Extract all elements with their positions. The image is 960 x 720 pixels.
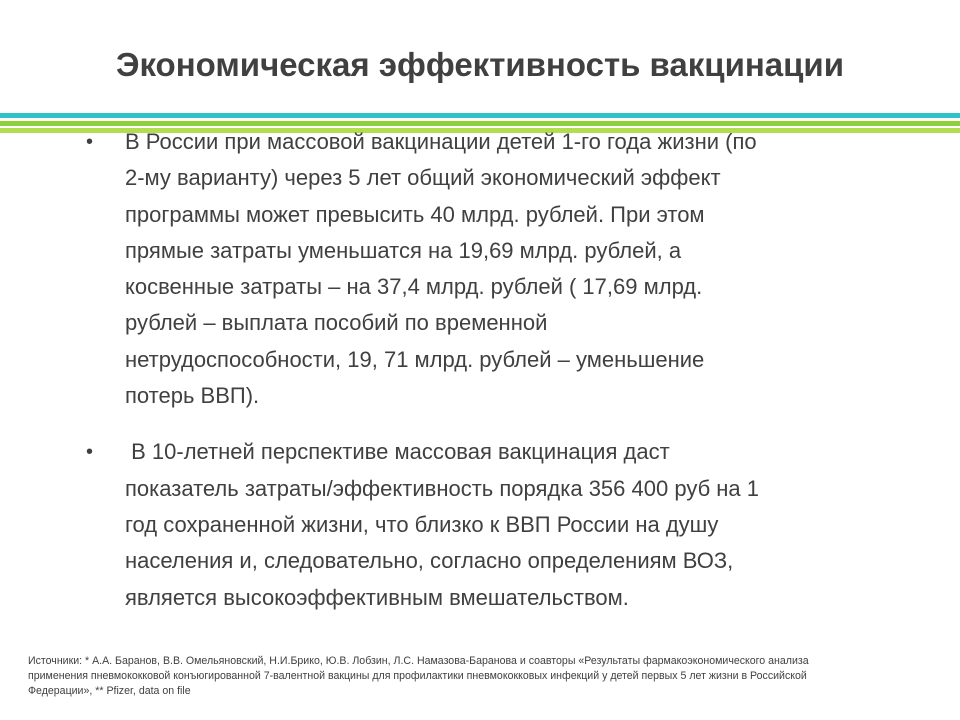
bullet-text-line: является высокоэффективным вмешательством.: [125, 584, 629, 610]
bullet-text-line: рублей – выплата пособий по временной: [125, 310, 548, 336]
bullet-text-line: косвенные затраты – на 37,4 млрд. рублей ( 17,69 млрд.: [125, 274, 703, 300]
sources-line: применения пневмококковой конъюгированной 7-валентной вакцины для профилактики пневмококковых инфекций у детей первых 5 лет жизни в Российской: [28, 670, 807, 682]
bullet-text-line: программы может превысить 40 млрд. рублей. При этом: [125, 201, 705, 227]
bullet-text-line: В России при массовой вакцинации детей 1-го года жизни (по: [125, 129, 757, 154]
sources-line: Федерации», ** Pfizer, data on file: [28, 685, 191, 697]
bullet-text-line: В 10-летней перспективе массовая вакцинация даст: [125, 439, 670, 465]
divider-stripe-teal: [0, 113, 960, 118]
bullet-text-line: прямые затраты уменьшатся на 19,69 млрд. рублей, а: [125, 237, 682, 263]
slide-title: Экономическая эффективность вакцинации: [116, 46, 844, 83]
bullet-item-vaccination-effect: [86, 124, 906, 414]
bullet-list: [86, 124, 906, 636]
bullet-icon: •: [86, 441, 94, 464]
bullet-text-line: 2-му варианту) через 5 лет общий экономический эффект: [125, 165, 721, 191]
bullet-text-line: населения и, следовательно, согласно определениям ВОЗ,: [125, 548, 734, 574]
bullet-text-line: потерь ВВП).: [125, 383, 260, 409]
bullet-text-line: нетрудоспособности, 19, 71 млрд. рублей – уменьшение: [125, 346, 705, 372]
bullet-text-line: год сохраненной жизни, что близко к ВВП России на душу: [125, 511, 719, 537]
sources-footnote: [28, 654, 928, 699]
bullet-text-line: показатель затраты/эффективность порядка 356 400 руб на 1: [125, 475, 760, 501]
bullet-item-cost-effectiveness: [86, 434, 906, 615]
bullet-icon: •: [86, 131, 94, 153]
sources-line: Источники: * А.А. Баранов, В.В. Омельяновский, Н.И.Брико, Ю.В. Лобзин, Л.С. Намазова-Баранова и соавторы «Результаты фармакоэкономического анализа: [28, 655, 809, 667]
